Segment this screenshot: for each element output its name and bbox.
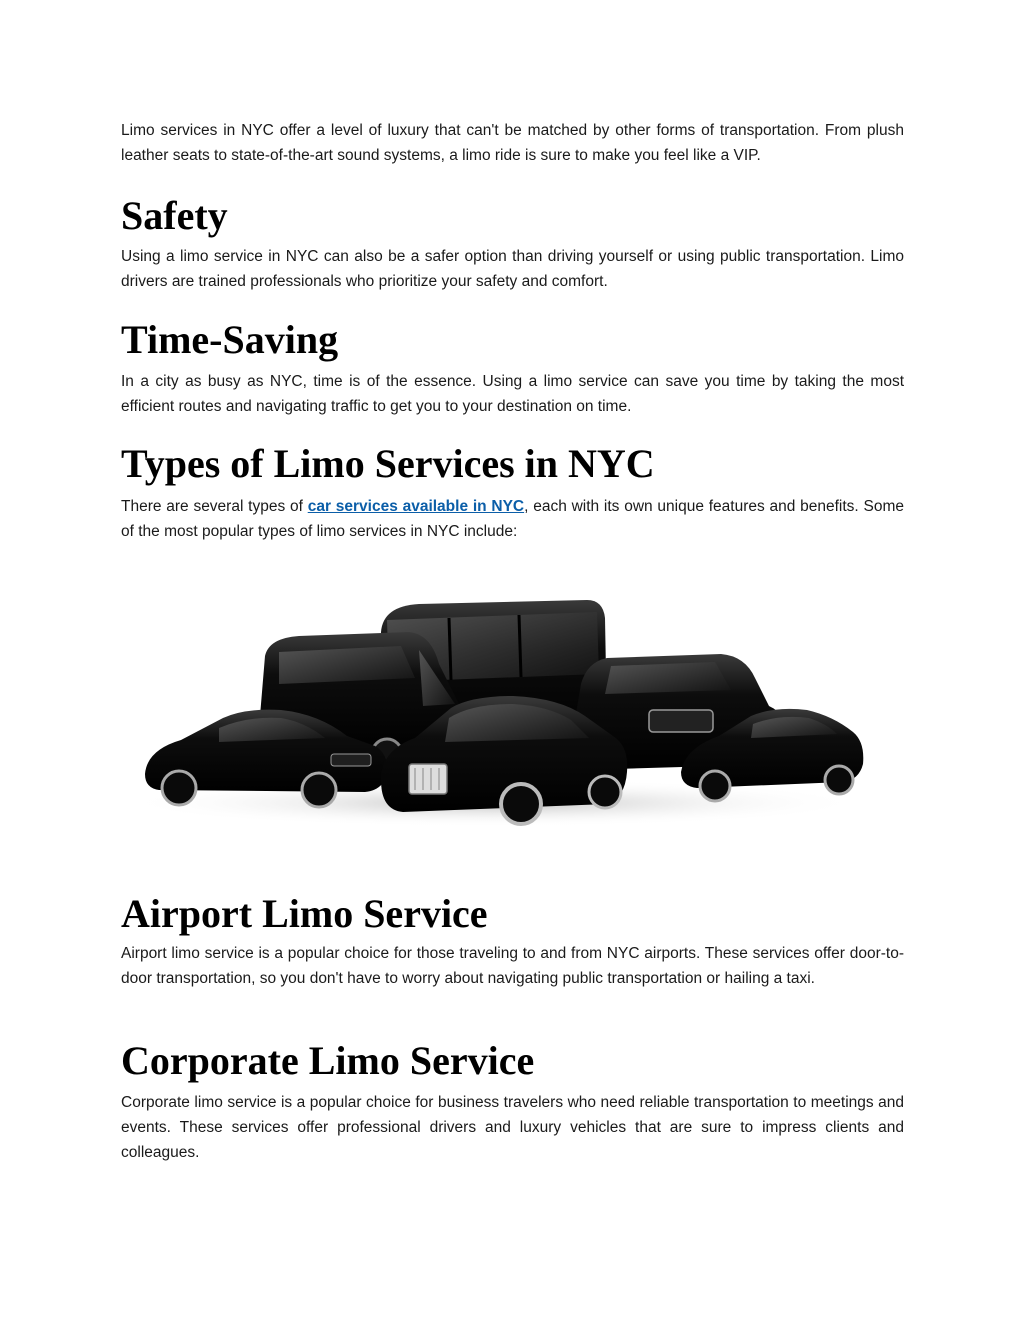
car-services-link[interactable]: car services available in NYC bbox=[307, 498, 525, 515]
types-text-before: There are several types of bbox=[121, 498, 308, 515]
corporate-heading: Corporate Limo Service bbox=[121, 1038, 535, 1083]
safety-heading: Safety bbox=[121, 193, 228, 238]
time-saving-heading: Time-Saving bbox=[121, 317, 339, 362]
time-saving-paragraph: In a city as busy as NYC, time is of the essence. Using a limo service can save you time by taking the most efficient routes and navigating traffic to get you to your destination on time. bbox=[121, 373, 904, 415]
types-paragraph bbox=[121, 494, 904, 544]
types-heading: Types of Limo Services in NYC bbox=[121, 441, 655, 486]
types-text-after: , each with its own unique features and benefits. Some of the most popular types of limo services in NYC include: bbox=[121, 498, 904, 540]
airport-heading: Airport Limo Service bbox=[121, 891, 488, 936]
corporate-paragraph: Corporate limo service is a popular choice for business travelers who need reliable transportation to meetings and events. These services offer professional drivers and luxury vehicles that are sure to impress clients and colleagues. bbox=[121, 1094, 904, 1161]
airport-paragraph: Airport limo service is a popular choice for those traveling to and from NYC airports. These services offer door-to-door transportation, so you don't have to worry about navigating public transportation or hailing a taxi. bbox=[121, 945, 904, 987]
limo-fleet-image bbox=[119, 578, 867, 838]
intro-paragraph: Limo services in NYC offer a level of luxury that can't be matched by other forms of transportation. From plush leather seats to state-of-the-art sound systems, a limo ride is sure to make you feel like a VIP. bbox=[121, 122, 904, 164]
safety-paragraph: Using a limo service in NYC can also be a safer option than driving yourself or using public transportation. Limo drivers are trained professionals who prioritize your safety and comfort. bbox=[121, 248, 904, 290]
